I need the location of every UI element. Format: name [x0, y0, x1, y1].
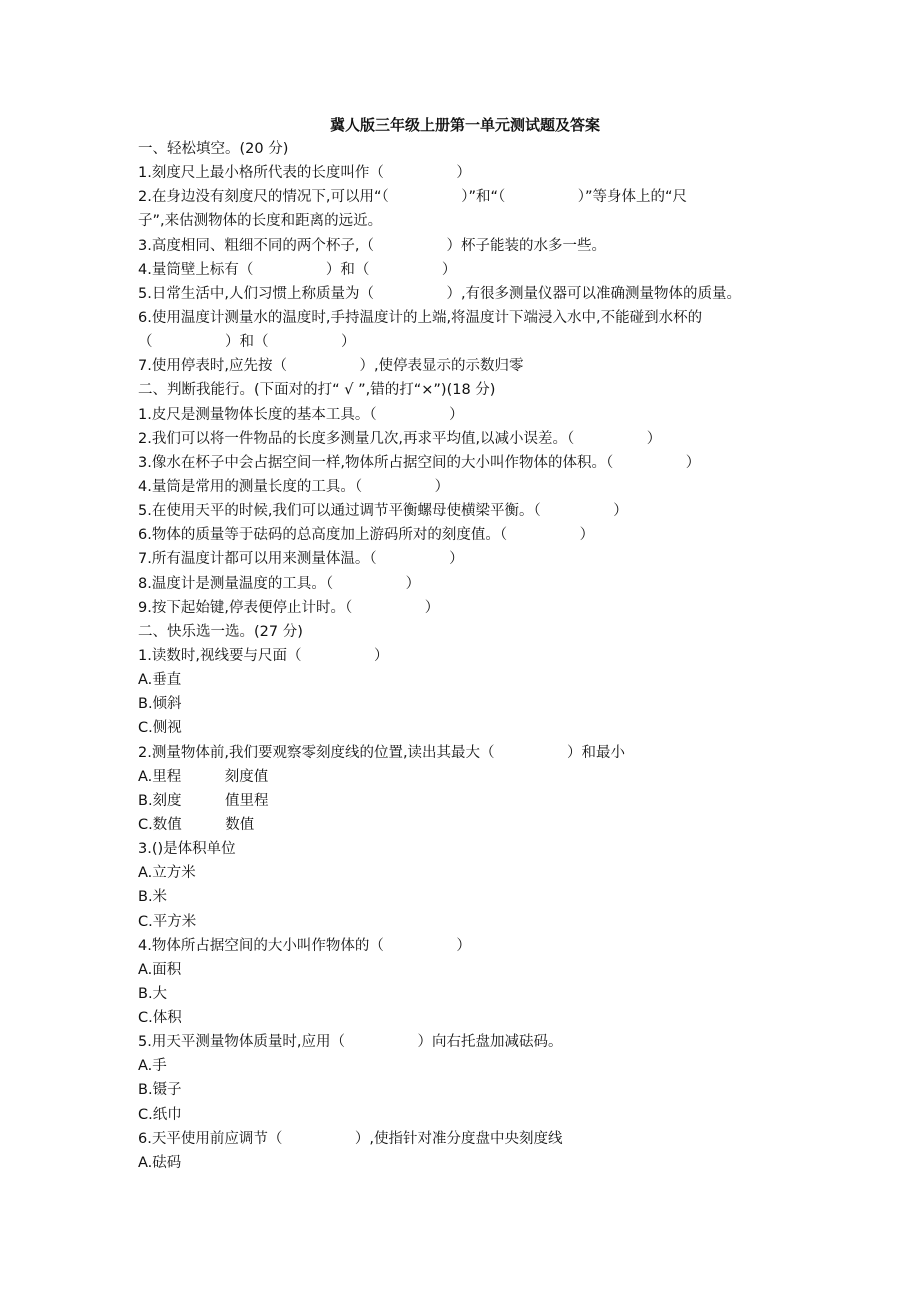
section-heading: 二、快乐选一选。(27 分) — [138, 623, 303, 640]
option-line: C.数值 数值 — [138, 816, 255, 833]
option-line: B.倾斜 — [138, 696, 182, 713]
question-line: 7.所有温度计都可以用来测量体温。（ ） — [138, 551, 464, 568]
question-line: 8.温度计是测量温度的工具。（ ） — [138, 575, 421, 592]
option-line: C.体积 — [138, 1010, 182, 1027]
question-line: 1.读数时,视线要与尺面（ ） — [138, 647, 389, 664]
document-title: 冀人版三年级上册第一单元测试题及答案 — [329, 116, 600, 134]
option-line: C.纸巾 — [138, 1106, 182, 1123]
option-line: B.镊子 — [138, 1082, 182, 1099]
document-body — [138, 137, 818, 1175]
question-line: 3.像水在杯子中会占据空间一样,物体所占据空间的大小叫作物体的体积。（ ） — [138, 454, 701, 471]
option-line: B.大 — [138, 985, 168, 1002]
question-line: 5.日常生活中,人们习惯上称质量为（ ）,有很多测量仪器可以准确测量物体的质量。 — [138, 285, 742, 302]
question-line: 7.使用停表时,应先按（ ）,使停表显示的示数归零 — [138, 358, 524, 375]
question-line: 2.我们可以将一件物品的长度多测量几次,再求平均值,以减小误差。（ ） — [138, 430, 662, 447]
question-line: 5.用天平测量物体质量时,应用（ ）向右托盘加减砝码。 — [138, 1034, 563, 1051]
question-line: 2.测量物体前,我们要观察零刻度线的位置,读出其最大（ ）和最小 — [138, 744, 626, 761]
option-line: A.面积 — [138, 961, 182, 978]
option-line: A.立方米 — [138, 865, 196, 882]
option-line: A.里程 刻度值 — [138, 768, 269, 785]
question-line: 4.量筒是常用的测量长度的工具。（ ） — [138, 478, 450, 495]
question-line: 1.皮尺是测量物体长度的基本工具。（ ） — [138, 406, 464, 423]
option-line: A.手 — [138, 1058, 167, 1075]
question-line: 6.使用温度计测量水的温度时,手持温度计的上端,将温度计下端浸入水中,不能碰到水杯的 — [138, 309, 703, 326]
question-line: 4.量筒壁上标有（ ）和（ ） — [138, 261, 457, 278]
question-line: 3.()是体积单位 — [138, 841, 236, 858]
question-line: 6.天平使用前应调节（ ）,使指针对准分度盘中央刻度线 — [138, 1130, 563, 1147]
question-line: 6.物体的质量等于砝码的总高度加上游码所对的刻度值。（ ） — [138, 527, 595, 544]
question-line: 1.刻度尺上最小格所代表的长度叫作（ ） — [138, 165, 471, 182]
option-line: C.平方米 — [138, 913, 197, 930]
option-line: A.垂直 — [138, 672, 182, 689]
question-line: 3.高度相同、粗细不同的两个杯子,（ ）杯子能装的水多一些。 — [138, 237, 606, 254]
question-line: 4.物体所占据空间的大小叫作物体的（ ） — [138, 937, 471, 954]
option-line: A.砝码 — [138, 1154, 182, 1171]
option-line: C.侧视 — [138, 720, 182, 737]
section-heading: 一、轻松填空。(20 分) — [138, 141, 289, 157]
option-line: B.刻度 值里程 — [138, 792, 269, 809]
question-line: 2.在身边没有刻度尺的情况下,可以用“（ ）”和“（ ）”等身体上的“尺 — [138, 189, 688, 206]
question-line: （ ）和（ ） — [138, 334, 356, 351]
question-line: 9.按下起始键,停表便停止计时。（ ） — [138, 599, 440, 616]
question-line: 5.在使用天平的时候,我们可以通过调节平衡螺母使横梁平衡。（ ） — [138, 503, 628, 520]
option-line: B.米 — [138, 889, 168, 906]
question-line: 子”,来估测物体的长度和距离的远近。 — [138, 213, 383, 230]
section-heading: 二、判断我能行。(下面对的打“ √ ”,错的打“×”)(18 分) — [138, 382, 496, 399]
